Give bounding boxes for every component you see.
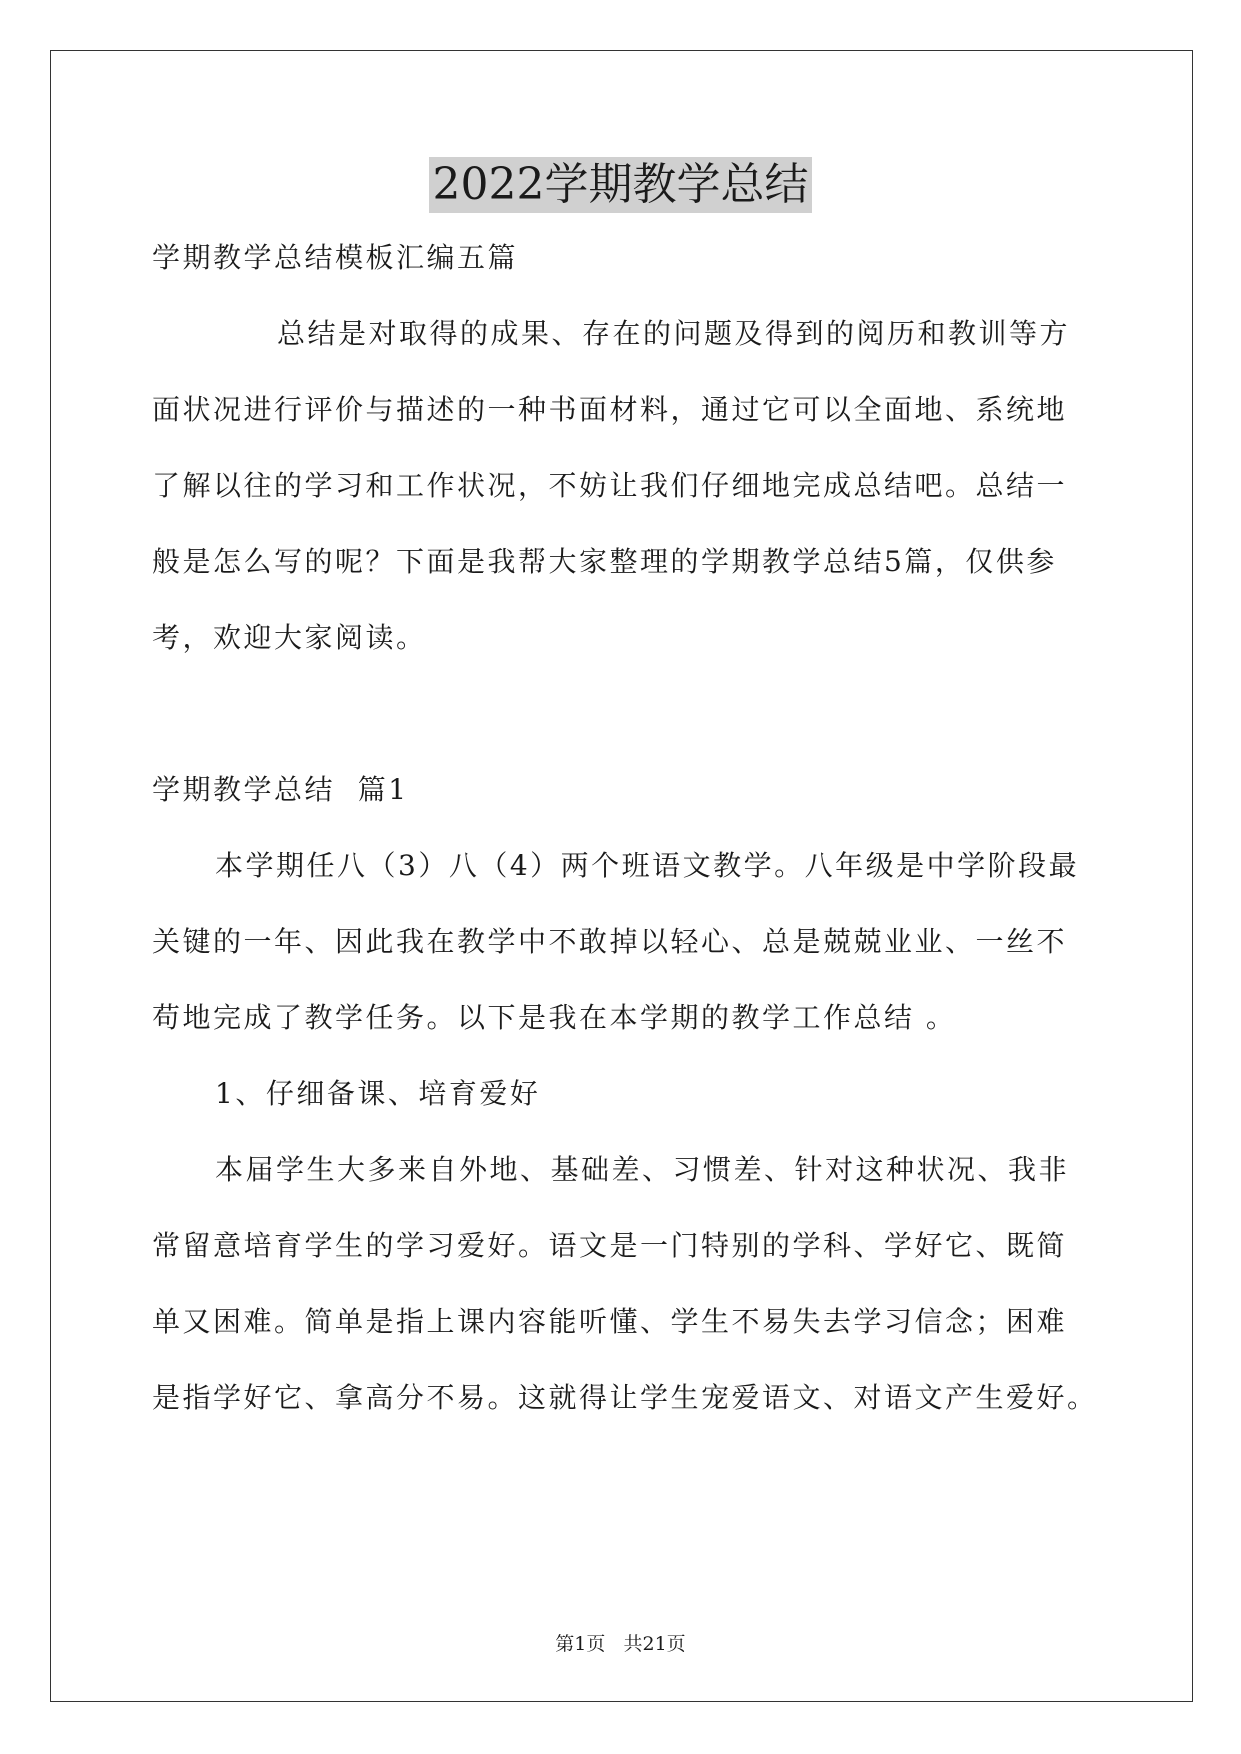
item1-heading: 1、仔细备课、培育爱好 — [215, 1077, 541, 1110]
intro-line-2: 面状况进行评价与描述的一种书面材料，通过它可以全面地、系统地 — [152, 393, 1068, 426]
document-title — [0, 157, 1241, 213]
intro-line-5: 考，欢迎大家阅读。 — [152, 621, 427, 654]
para2-line-1: 本届学生大多来自外地、基础差、习惯差、针对这种状况、我非 — [215, 1153, 1070, 1186]
section-heading: 学期教学总结 篇1 — [152, 773, 409, 806]
intro-line-3: 了解以往的学习和工作状况，不妨让我们仔细地完成总结吧。总结一 — [152, 469, 1068, 502]
para1-line-3: 苟地完成了教学任务。以下是我在本学期的教学工作总结 。 — [152, 1001, 957, 1034]
page-footer: 第1页 共21页 — [555, 1633, 686, 1655]
intro-line-1: 总结是对取得的成果、存在的问题及得到的阅历和教训等方 — [277, 317, 1071, 350]
para2-line-4: 是指学好它、拿高分不易。这就得让学生宠爱语文、对语文产生爱好。 — [152, 1381, 1098, 1414]
intro-line-4: 般是怎么写的呢？下面是我帮大家整理的学期教学总结5篇，仅供参 — [152, 545, 1057, 578]
para1-line-1: 本学期任八（3）八（4）两个班语文教学。八年级是中学阶段最 — [215, 849, 1080, 882]
subtitle: 学期教学总结模板汇编五篇 — [152, 241, 519, 274]
para2-line-2: 常留意培育学生的学习爱好。语文是一门特别的学科、学好它、既简 — [152, 1229, 1068, 1262]
para2-line-3: 单又困难。简单是指上课内容能听懂、学生不易失去学习信念；困难 — [152, 1305, 1068, 1338]
para1-line-2: 关键的一年、因此我在教学中不敢掉以轻心、总是兢兢业业、一丝不 — [152, 925, 1068, 958]
document-title-text: 2022学期教学总结 — [429, 157, 813, 213]
